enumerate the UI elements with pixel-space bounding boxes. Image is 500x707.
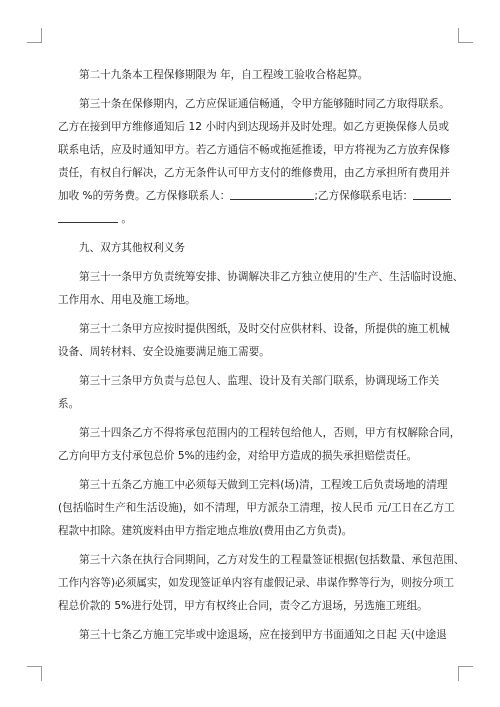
text-line: 乙方在接到甲方维修通知后 12 小时内到达现场并及时处理。如乙方更换保修人员或 xyxy=(58,121,449,133)
text-line: 第三十二条甲方应按时提供图纸，及时交付应供材料、设备，所提供的施工机械 xyxy=(79,323,450,335)
text-line: 乙方向甲方支付承包总价 5%的违约金，对给甲方造成的损失承担赔偿责任。 xyxy=(58,450,418,462)
clause-31 xyxy=(58,266,464,312)
crop-mark-bottom-right xyxy=(458,666,473,681)
contact-line xyxy=(58,185,442,208)
text-line: 联系电话，应及时通知甲方。若乙方通信不畅或拖延推诿，甲方将视为乙方放弃保修 xyxy=(58,144,450,156)
clause-37 xyxy=(58,624,447,647)
clause-32 xyxy=(58,318,450,364)
section-heading-text: 九、双方其他权利义务 xyxy=(79,242,185,254)
crop-mark-top-right xyxy=(458,28,473,43)
text-line: 工作内容等)必须属实，如发现签证单内容有虚假记录、串谋作弊等行为，则按分项工 xyxy=(58,577,455,589)
crop-mark-top-left xyxy=(27,28,42,43)
text-line: 第三十七条乙方施工完毕或中途退场，应在接到甲方书面通知之日起 天(中途退 xyxy=(79,629,447,641)
text-line: 程总价款的 5%进行处罚，甲方有权终止合同，责令乙方退场，另选施工班组。 xyxy=(58,600,428,612)
contact-person-label: 加收 %的劳务费。乙方保修联系人： xyxy=(58,190,231,202)
text-line: 第三十三条甲方负责与总包人、监理、设计及有关部门联系，协调现场工作关 xyxy=(79,375,440,387)
text-line: 第三十一条甲方负责统筹安排、协调解决非乙方独立使用的'生产、生活临时设施、 xyxy=(79,271,464,283)
text-line: 第三十条在保修期内，乙方应保证通信畅通，令甲方能够随时同乙方取得联系。 xyxy=(79,98,450,110)
contact-phone-blank[interactable] xyxy=(413,187,451,200)
text-line: 第三十五条乙方施工中必须每天做到工完料(场)清，工程竣工后负责场地的清理 xyxy=(79,479,448,491)
clause-29 xyxy=(58,64,442,87)
contact-phone-label: ;乙方保修联系电话： xyxy=(314,190,414,202)
period-mark: 。 xyxy=(121,213,132,225)
clause-30 xyxy=(58,93,450,231)
contact-line-continued xyxy=(58,208,442,231)
clause-35 xyxy=(58,474,455,543)
clause-34 xyxy=(58,422,461,468)
clause-36 xyxy=(58,549,465,618)
text-line: (包括临时生产和生活设施)，如不清理，甲方派杂工清理，按人民币 元/工日在乙方工 xyxy=(58,502,455,514)
section-heading xyxy=(58,237,442,260)
text-line: 设备、周转材料、安全设施要满足施工需要。 xyxy=(58,346,270,358)
text-line: 责任，有权自行解决，乙方无条件认可甲方支付的维修费用，由乙方承担所有费用并 xyxy=(58,167,450,179)
document-body xyxy=(58,64,465,653)
clause-33 xyxy=(58,370,442,416)
text-line: 程款中扣除。建筑废料由甲方指定地点堆放(费用由乙方负责)。 xyxy=(58,525,353,537)
text-line: 第三十四条乙方不得将承包范围内的工程转包给他人，否则，甲方有权解除合同， xyxy=(79,427,461,439)
text-line: 第二十九条本工程保修期限为 年，自工程竣工验收合格起算。 xyxy=(79,69,369,81)
contact-phone-blank-continued[interactable] xyxy=(58,210,118,223)
text-line: 工作用水、用电及施工场地。 xyxy=(58,294,196,306)
crop-mark-bottom-left xyxy=(27,666,42,681)
contact-person-blank[interactable] xyxy=(230,187,314,200)
text-line: 第三十六条在执行合同期间，乙方对发生的工程量签证根据(包括数量、承包范围、 xyxy=(79,554,465,566)
text-line: 系。 xyxy=(58,398,80,410)
